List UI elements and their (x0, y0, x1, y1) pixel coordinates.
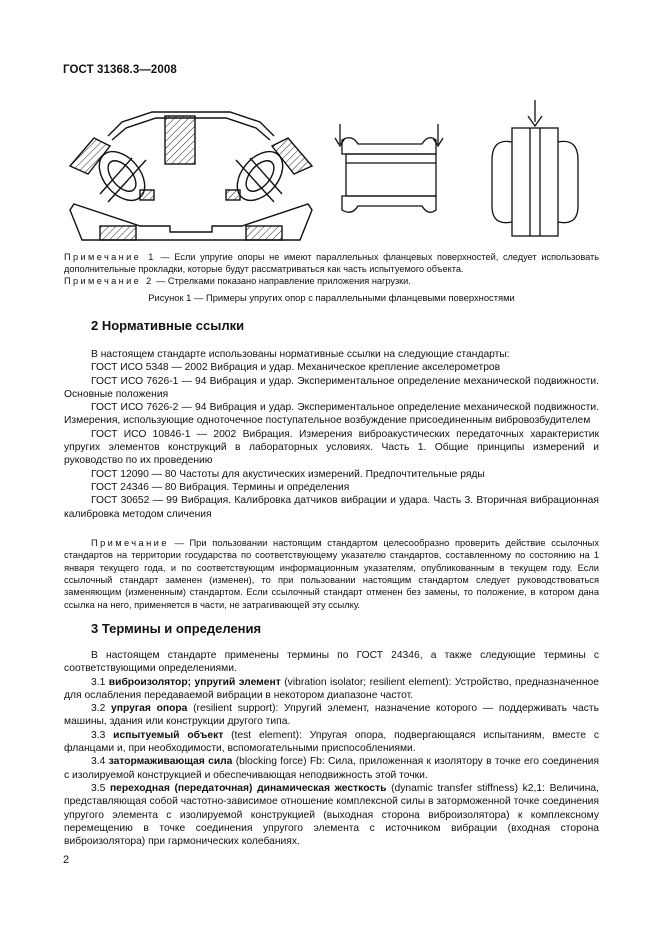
figure-note-1 (64, 251, 599, 276)
section-2-note (64, 537, 599, 611)
section-3-title: 3 Термины и определения (91, 621, 262, 636)
term-definition: 3.5 переходная (передаточная) динамическая жесткость (dynamic transfer stiffness) k2,1: Величина, представляющая собой частотно-зависимое отношение комплексной силы в заторможенной точке соединения упругого элемента с изолируемой конструкцией (выходная сторона виброизолятора) к комплексному перемещению в точке соединения упругого элемента с источником вибрации (входная сторона виброизолятора) при гармонических колебаниях. (64, 782, 599, 848)
section-2-body (64, 348, 599, 521)
figure-caption: Рисунок 1 — Примеры упругих опор с параллельными фланцевыми поверхностями (148, 292, 515, 303)
note-label: Примечание 2 (64, 276, 154, 286)
section-2-title: 2 Нормативные ссылки (91, 318, 245, 333)
figure-1-drawing (60, 98, 590, 246)
section-2-intro: В настоящем стандарте использованы нормативные ссылки на следующие стандарты: (91, 349, 510, 360)
reference-item: ГОСТ ИСО 5348 — 2002 Вибрация и удар. Механическое крепление акселерометров (91, 362, 501, 374)
section-3-body (64, 649, 599, 848)
term-name: испытуемый объект (113, 729, 224, 741)
figure-note-2 (64, 275, 599, 287)
term-name: переходная (передаточная) динамическая жесткость (109, 782, 387, 794)
page-number: 2 (63, 854, 70, 866)
term-name: затормаживающая сила (108, 756, 233, 768)
term-name: виброизолятор; упругий элемент (108, 676, 281, 688)
note-text: — Стрелками показано направление приложения нагрузки. (153, 276, 411, 286)
note-text: — Если упругие опоры не имеют параллельных фланцевых поверхностей, следует использовать дополнительные прокладки, которые будут рассматриваться как часть испытуемого объекта. (64, 252, 600, 275)
term-name: упругая опора (111, 703, 188, 715)
reference-item: ГОСТ 24346 — 80 Вибрация. Термины и определения (91, 481, 350, 493)
note-label: Примечание (91, 538, 169, 548)
wedge-mount-drawing (70, 112, 312, 240)
reference-item: ГОСТ ИСО 7626-2 — 94 Вибрация и удар. Экспериментальное определение механической подвижности. Измерения, использующие одноточечное поступательное возбуждение присоединенным вибровозбудителем (64, 402, 599, 427)
term-definition: 3.1 виброизолятор; упругий элемент (vibration isolator; resilient element): Устройство, предназначенное для ослабления передаваемой вибрации в некотором диапазоне частот. (64, 676, 599, 701)
section-3-intro: В настоящем стандарте применены термины по ГОСТ 24346, а также следующие термины с соответствующими определениями. (64, 650, 599, 675)
reference-item: ГОСТ 30652 — 99 Вибрация. Калибровка датчиков вибрации и удара. Часть 3. Вторичная вибрационная калибровка методом сличения (64, 495, 599, 520)
term-definition: 3.2 упругая опора (resilient support): Упругий элемент, назначение которого — поддерживать часть машины, здания или конструкции другого типа. (64, 703, 599, 728)
cylinder-mount-drawing (335, 124, 443, 212)
reference-item: ГОСТ ИСО 10846-1 — 2002 Вибрация. Измерения виброакустических передаточных характеристик упругих элементов конструкций в лабораторных условиях. Часть 1. Общие принципы измерений и руководство по их проведению (64, 428, 599, 467)
column-mount-drawing (492, 100, 578, 236)
term-definition: 3.4 затормаживающая сила (blocking force) Fb: Сила, приложенная к изолятору в точке его соединения с изолируемой конструкцией и обеспечивающая неподвижность этой точки. (64, 756, 599, 781)
reference-item: ГОСТ 12090 — 80 Частоты для акустических измерений. Предпочтительные ряды (91, 468, 485, 480)
document-header: ГОСТ 31368.3—2008 (63, 64, 177, 76)
term-definition: 3.3 испытуемый объект (test element): Упругая опора, подвергающаяся испытаниям, вместе с фланцами и, при необходимости, вспомогательными приспособлениями. (64, 729, 599, 755)
reference-item: ГОСТ ИСО 7626-1 — 94 Вибрация и удар. Экспериментальное определение механической подвижности. Основные положения (64, 375, 599, 400)
note-label: Примечание 1 (64, 252, 156, 262)
note-text: — При пользовании настоящим стандартом целесообразно проверить действие ссылочных стандартов на территории государства по соответствующему указателю стандартов, составленному по состоянию на 1 января текущего года, и по соответствующим информационным указателям, опубликованным в текущем году. Если ссылочный стандарт заменен (изменен), то при пользовании настоящим стандартом следует руководствоваться заменяющим (измененным) стандартом. Если ссылочный стандарт отменен без замены, то положение, в котором дана ссылка на него, применяется в части, не затрагивающей эту ссылку. (64, 538, 599, 610)
